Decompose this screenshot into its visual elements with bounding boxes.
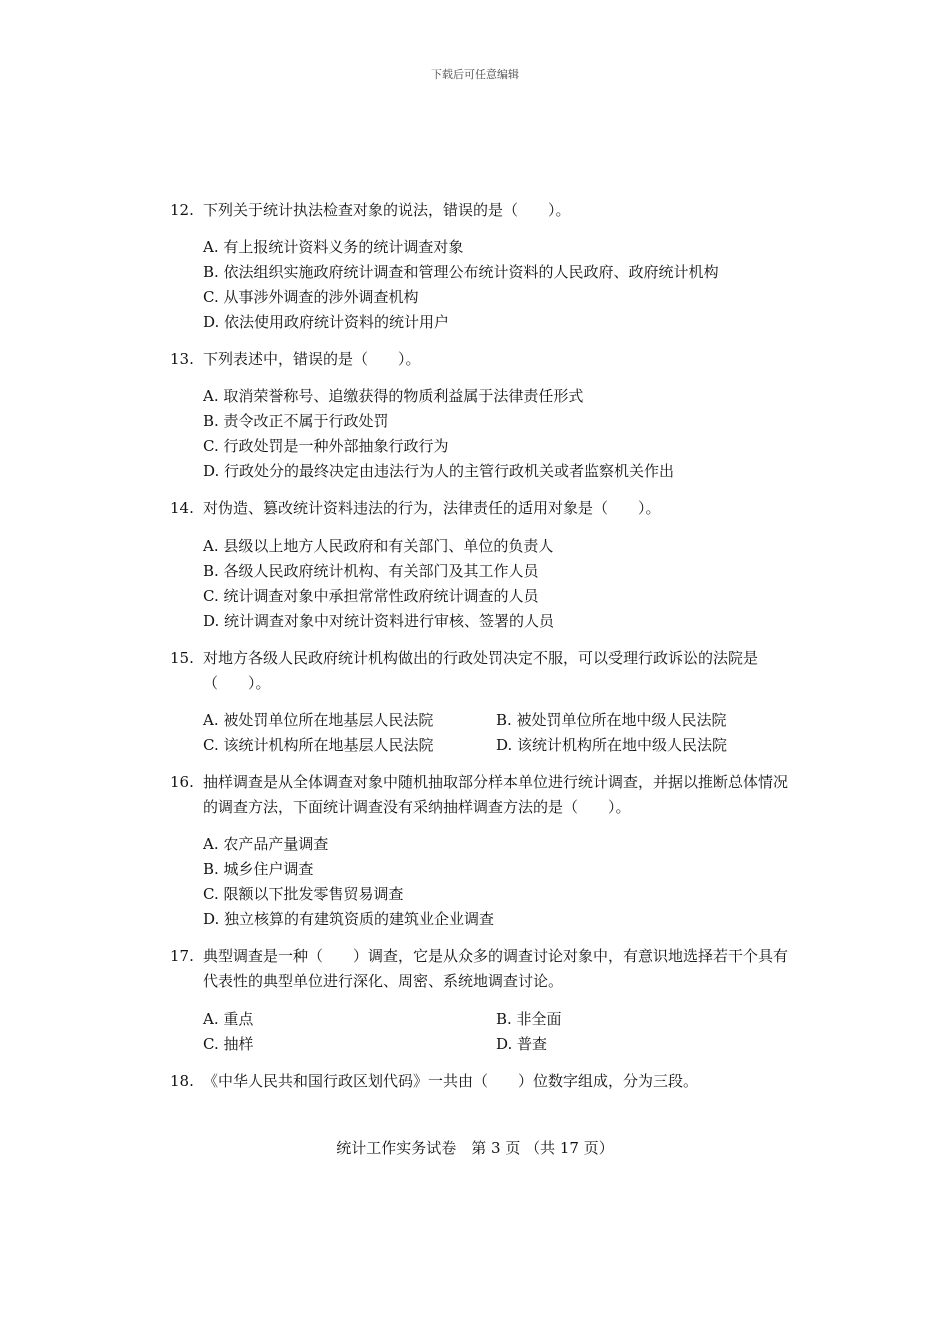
question-16 [170,770,790,820]
question-number: 17. [170,947,194,965]
option-a: A. 重点 [203,1010,254,1028]
option-d: D. 该统计机构所在地中级人民法院 [496,736,728,754]
option-c: C. 抽样 [203,1035,254,1053]
question-number: 15. [170,649,194,667]
question-stem: 典型调查是一种（ ）调查，它是从众多的调查讨论对象中，有意识地选择若干个具有代表性的典型单位进行深化、周密、系统地调查讨论。 [203,947,789,990]
options-13 [203,384,793,484]
question-12 [170,198,790,223]
option-d: D. 行政处分的最终决定由违法行为人的主管行政机关或者监察机关作出 [203,462,675,480]
question-stem: 对伪造、篡改统计资料违法的行为，法律责任的适用对象是（ ）。 [203,499,661,517]
question-stem: 下列表述中，错误的是（ ）。 [203,350,421,368]
question-stem: 对地方各级人民政府统计机构做出的行政处罚决定不服，可以受理行政诉讼的法院是（ ）。 [203,649,759,692]
header-note: 下载后可任意编辑 [431,68,519,81]
options-15 [203,708,793,758]
options-14 [203,534,793,634]
option-b: B. 责令改正不属于行政处罚 [203,412,389,430]
option-c: C. 从事涉外调查的涉外调查机构 [203,288,419,306]
question-stem: 下列关于统计执法检查对象的说法，错误的是（ ）。 [203,201,571,219]
option-d: D. 统计调查对象中对统计资料进行审核、签署的人员 [203,612,555,630]
question-18 [170,1069,790,1094]
question-number: 13. [170,350,194,368]
question-stem: 《中华人民共和国行政区划代码》一共由（ ）位数字组成，分为三段。 [203,1072,699,1090]
question-15 [170,646,790,696]
question-number: 12. [170,201,194,219]
option-c: C. 统计调查对象中承担常常性政府统计调查的人员 [203,587,539,605]
question-17 [170,944,790,994]
option-b: B. 非全面 [496,1010,562,1028]
options-16 [203,832,793,932]
option-a: A. 取消荣誉称号、追缴获得的物质利益属于法律责任形式 [203,387,584,405]
option-b: B. 被处罚单位所在地中级人民法院 [496,711,727,729]
option-d: D. 独立核算的有建筑资质的建筑业企业调查 [203,910,495,928]
option-a: A. 农产品产量调查 [203,835,329,853]
option-a: A. 有上报统计资料义务的统计调查对象 [203,238,464,256]
page-footer: 统计工作实务试卷 第 3 页 （共 17 页） [336,1139,614,1157]
question-stem: 抽样调查是从全体调查对象中随机抽取部分样本单位进行统计调查，并据以推断总体情况的调查方法，下面统计调查没有采纳抽样调查方法的是（ ）。 [203,773,789,816]
options-17 [203,1007,793,1057]
options-12 [203,235,793,335]
question-number: 14. [170,499,194,517]
option-d: D. 普查 [496,1035,548,1053]
question-number: 16. [170,773,194,791]
question-14 [170,496,790,521]
option-b: B. 城乡住户调查 [203,860,314,878]
option-d: D. 依法使用政府统计资料的统计用户 [203,313,450,331]
option-c: C. 行政处罚是一种外部抽象行政行为 [203,437,449,455]
question-number: 18. [170,1072,194,1090]
option-a: A. 县级以上地方人民政府和有关部门、单位的负责人 [203,537,554,555]
option-b: B. 依法组织实施政府统计调查和管理公布统计资料的人民政府、政府统计机构 [203,263,719,281]
option-a: A. 被处罚单位所在地基层人民法院 [203,711,434,729]
option-b: B. 各级人民政府统计机构、有关部门及其工作人员 [203,562,539,580]
option-c: C. 限额以下批发零售贸易调查 [203,885,404,903]
question-13 [170,347,790,372]
option-c: C. 该统计机构所在地基层人民法院 [203,736,434,754]
